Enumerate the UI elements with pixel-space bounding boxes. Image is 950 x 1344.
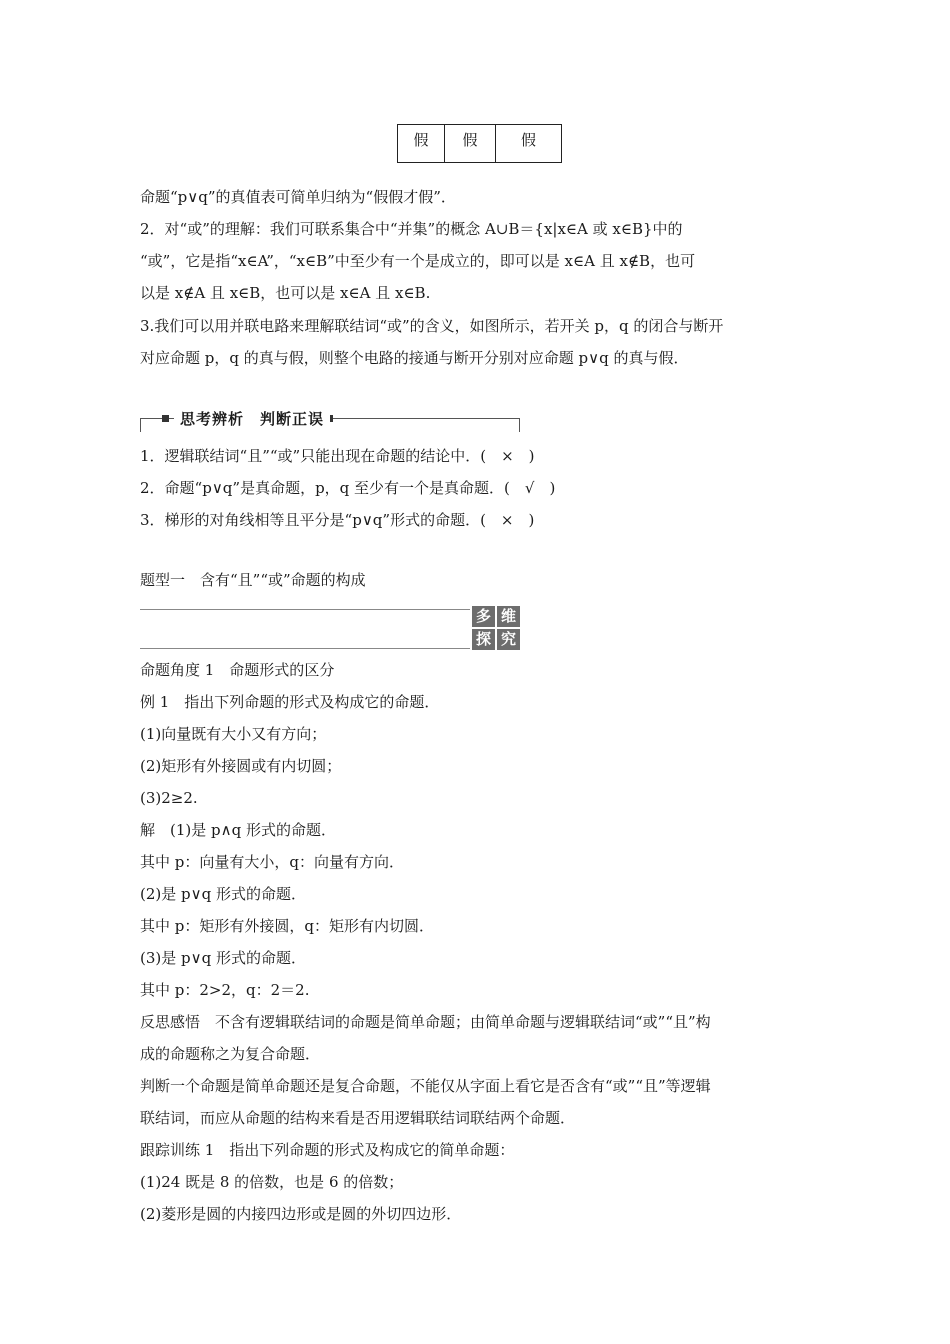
section-title: 思考辨析 判断正误	[174, 408, 330, 429]
divider	[140, 418, 141, 432]
body-line: 解 (1)是 p∧q 形式的命题．	[140, 821, 336, 839]
badge-tile: 维	[497, 606, 520, 627]
body-line: 例 1 指出下列命题的形式及构成它的命题．	[140, 693, 440, 711]
table-cell: 假	[496, 125, 562, 163]
badge-tile: 究	[497, 629, 520, 650]
divider	[140, 648, 470, 649]
section-header	[140, 406, 520, 432]
judge-item-3: 3．梯形的对角线相等且平分是“p∨q”形式的命题．( × )	[140, 511, 535, 529]
body-line: 判断一个命题是简单命题还是复合命题，不能仅从字面上看它是否含有“或”“且”等逻辑	[140, 1077, 711, 1095]
body-line: 跟踪训练 1 指出下列命题的形式及构成它的简单命题：	[140, 1141, 515, 1159]
body-line: (2)矩形有外接圆或有内切圆；	[140, 757, 342, 775]
paragraph-circuit-1: 3.我们可以用并联电路来理解联结词“或”的含义，如图所示，若开关 p，q 的闭合与断开	[140, 317, 724, 335]
body-line: 成的命题称之为复合命题．	[140, 1045, 321, 1063]
body-line: (2)是 p∨q 形式的命题．	[140, 885, 306, 903]
badge-multi-explore	[472, 606, 520, 650]
divider	[140, 609, 470, 610]
body-line: 反思感悟 不含有逻辑联结词的命题是简单命题；由简单命题与逻辑联结词“或”“且”构	[140, 1013, 711, 1031]
body-line: 其中 p：矩形有外接圆，q：矩形有内切圆．	[140, 917, 434, 935]
truth-table-fragment	[397, 124, 562, 163]
badge-tile: 探	[472, 629, 495, 650]
table-row	[398, 125, 562, 163]
body-line: 其中 p：向量有大小，q：向量有方向．	[140, 853, 404, 871]
paragraph-or-understanding-3: 以是 x∉A 且 x∈B，也可以是 x∈A 且 x∈B.	[140, 284, 431, 302]
body-line: (1)24 既是 8 的倍数，也是 6 的倍数；	[140, 1173, 404, 1191]
body-line: (3)是 p∨q 形式的命题．	[140, 949, 306, 967]
body-line: (3)2≥2.	[140, 789, 198, 807]
body-line: 其中 p：2>2，q：2＝2.	[140, 981, 310, 999]
paragraph-or-understanding-2: “或”，它是指“x∈A”，“x∈B”中至少有一个是成立的，即可以是 x∈A 且 x∉B，也可	[140, 252, 696, 270]
paragraph-circuit-2: 对应命题 p，q 的真与假，则整个电路的接通与断开分别对应命题 p∨q 的真与假．	[140, 349, 689, 367]
body-line: 命题角度 1 命题形式的区分	[140, 661, 335, 679]
table-cell: 假	[445, 125, 496, 163]
body-line: (1)向量既有大小又有方向；	[140, 725, 327, 743]
body-line: (2)菱形是圆的内接四边形或是圆的外切四边形．	[140, 1205, 462, 1223]
table-cell: 假	[398, 125, 445, 163]
body-line: 联结词，而应从命题的结构来看是否用逻辑联结词联结两个命题．	[140, 1109, 576, 1127]
badge-tile: 多	[472, 606, 495, 627]
judge-item-1: 1．逻辑联结词“且”“或”只能出现在命题的结论中．( × )	[140, 447, 535, 465]
square-bullet-icon	[162, 415, 169, 422]
topic-title: 题型一 含有“且”“或”命题的构成	[140, 571, 366, 589]
paragraph-or-understanding-1: 2．对“或”的理解：我们可联系集合中“并集”的概念 A∪B＝{x|x∈A 或 x∈B}中的	[140, 220, 683, 238]
judge-item-2: 2．命题“p∨q”是真命题，p，q 至少有一个是真命题．( √ )	[140, 479, 556, 497]
paragraph-summary: 命题“p∨q”的真值表可简单归纳为“假假才假”．	[140, 188, 456, 206]
divider	[519, 418, 520, 432]
